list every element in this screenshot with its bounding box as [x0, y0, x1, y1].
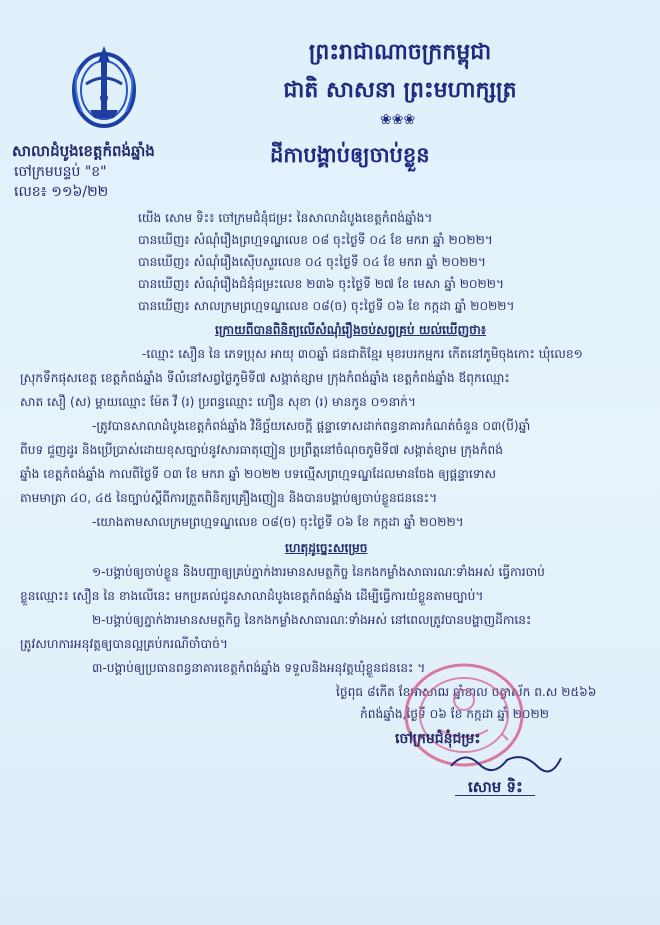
- document-title: ដីកាបង្គាប់ឲ្យចាប់ខ្លួន: [270, 143, 430, 167]
- order-line: ២-បង្គាប់ឲ្យភ្នាក់ងារមានសមត្ថកិច្ច នៃកងកម្លាំងសាធារណៈទាំងអស់ នៅពេលត្រូវបានបង្ហាញដីកានេះ: [92, 613, 532, 627]
- ornament-divider: ❀❀❀: [380, 112, 416, 128]
- body-line: -ត្រូវបានសាលាដំបូងខេត្តកំពង់ឆ្នាំង វិនិច្ឆ័យសេចក្ដី ផ្ដន្ទាទោសដាក់ពន្ធនាគារកំណត់ចំនួន ០៣(បី)ឆ្នាំ: [92, 419, 531, 433]
- court-chamber: ចៅក្រមបន្ទប់ "ខ": [14, 164, 107, 180]
- seen-line: បានឃើញ៖ សំណុំរឿងជំនុំជម្រះលេខ ២៣៦ ចុះថ្ងៃទី ២៧ ខែ មេសា ឆ្នាំ ២០២២។: [138, 277, 505, 291]
- order-line: ៣-បង្គាប់ឲ្យប្រធានពន្ធនាគារខេត្តកំពង់ឆ្នាំង ទទួលនិងអនុវត្តឃុំខ្លួនជននេះ ។: [92, 661, 426, 675]
- body-line: ស្រុកទឹកផុសខេត្ត ខេត្តកំពង់ឆ្នាំង ទីលំនៅសព្វថ្ងៃភូមិទី៧ សង្កាត់ខ្សាម ក្រុងកំពង់ឆ្នាំង ខេត្តកំពង់ឆ្នាំង ឪពុកឈ្មោះ: [20, 371, 510, 385]
- judge-intro-line: យើង សោម ទិះ៖ ចៅក្រមជំនុំជម្រះ នៃសាលាដំបូងខេត្តកំពង់ឆ្នាំង។: [138, 211, 433, 225]
- body-line: ពីបទ ជួញដូរ និងប្រើប្រាស់ដោយខុសច្បាប់នូវសារធាតុញៀន ប្រព្រឹត្តនៅចំណុចភូមិទី៧ សង្កាត់ខ្សាម ក្រុងកំពង់: [20, 443, 503, 457]
- issuing-court: សាលាដំបូងខេត្តកំពង់ឆ្នាំង: [12, 142, 155, 160]
- body-line: -ឈ្មោះ សឿន នៃ ភេទប្រុស អាយុ ៣០ឆ្នាំ ជនជាតិខ្មែរ មុខរបរកម្មករ កើតនៅភូមិចុងកោះ ឃុំលេខ១: [142, 347, 583, 361]
- national-motto: ជាតិ សាសនា ព្រះមហាក្សត្រ: [283, 78, 517, 103]
- signatory-title: ចៅក្រមជំនុំជម្រះ: [395, 731, 481, 747]
- order-line: ត្រូវសហការអនុវត្តឲ្យបានល្អគ្រប់ករណីចាំបាច់។: [20, 637, 228, 651]
- body-line: -យោងតាមសាលក្រមព្រហ្មទណ្ឌលេខ ០៨(ច) ចុះថ្ងៃទី ០៦ ខែ កក្កដា ឆ្នាំ ២០២២។: [92, 515, 464, 529]
- considering-heading: ក្រោយពីបានពិនិត្យលើសំណុំរឿងចប់សព្វគ្រប់ យល់ឃើញថា៖: [215, 323, 487, 337]
- lunar-date-line: ថ្ងៃពុធ ៨កើត ខែអាសាឍ ឆ្នាំខាល ចត្វាស័ក ព.ស ២៥៦៦: [336, 685, 597, 699]
- body-line: សាត សឿ (ស) ម្ដាយឈ្មោះ ម៉ែត វី (រ) ប្រពន្ធឈ្មោះ ហឿន សុខា (រ) មានកូន ០១នាក់។: [20, 395, 416, 409]
- handwritten-signature-icon: [445, 748, 565, 774]
- seen-line: បានឃើញ៖ សាលក្រមព្រហ្មទណ្ឌលេខ ០៨(ច) ចុះថ្ងៃទី ០៦ ខែ កក្កដា ឆ្នាំ ២០២២។: [138, 299, 515, 313]
- body-line: ឆ្នាំង ខេត្តកំពង់ឆ្នាំង កាលពីថ្ងៃទី ០៣ ខែ មករា ឆ្នាំ ២០២២ បទល្មើសព្រហ្មទណ្ឌដែលមានចែង ឲ្យផ្ដន្ទាទោស: [20, 467, 496, 481]
- seen-line: បានឃើញ៖ សំណុំរឿងព្រហ្មទណ្ឌលេខ ០៨ ចុះថ្ងៃទី ០៤ ខែ មករា ឆ្នាំ ២០២២។: [138, 233, 493, 247]
- seen-line: បានឃើញ៖ សំណុំរឿងស៊ើបសួរលេខ ០៤ ចុះថ្ងៃទី ០៤ ខែ មករា ឆ្នាំ ២០២២។: [138, 255, 486, 269]
- body-line: តាមមាត្រា ៤០, ៤៥ នៃច្បាប់ស្ដីពីការត្រួតពិនិត្យគ្រឿងញៀន និងបានបង្គាប់ឲ្យចាប់ខ្លួនជននេះ។: [20, 491, 438, 505]
- kingdom-emblem-icon: [64, 38, 144, 134]
- place-date-line: កំពង់ឆ្នាំង,ថ្ងៃទី ០៦ ខែ កក្កដា ឆ្នាំ ២០២២: [360, 707, 549, 721]
- reference-number: លេខ៖ ១១៦/២២: [14, 184, 109, 200]
- signatory-name: សោម ទិះ: [468, 778, 523, 796]
- order-line: ១-បង្គាប់ឲ្យចាប់ខ្លួន និងបញ្ជាឲ្យគ្រប់ភ្នាក់ងារមានសមត្ថកិច្ច នៃកងកម្លាំងសាធារណៈទាំងអស់ ធ្វើការចាប់: [92, 565, 545, 579]
- order-line: ខ្លួនឈ្មោះ៖ សឿន នៃ ខាងលើនេះ មកប្រគល់ជូនសាលាដំបូងខេត្តកំពង់ឆ្នាំង ដើម្បីធ្វើការយំខ្លួនតាមច្បាប់។: [20, 589, 484, 603]
- decision-heading: ហេតុដូច្នេះសម្រេច: [285, 541, 368, 555]
- kingdom-heading: ព្រះរាជាណាចក្រកម្ពុជា: [308, 40, 492, 65]
